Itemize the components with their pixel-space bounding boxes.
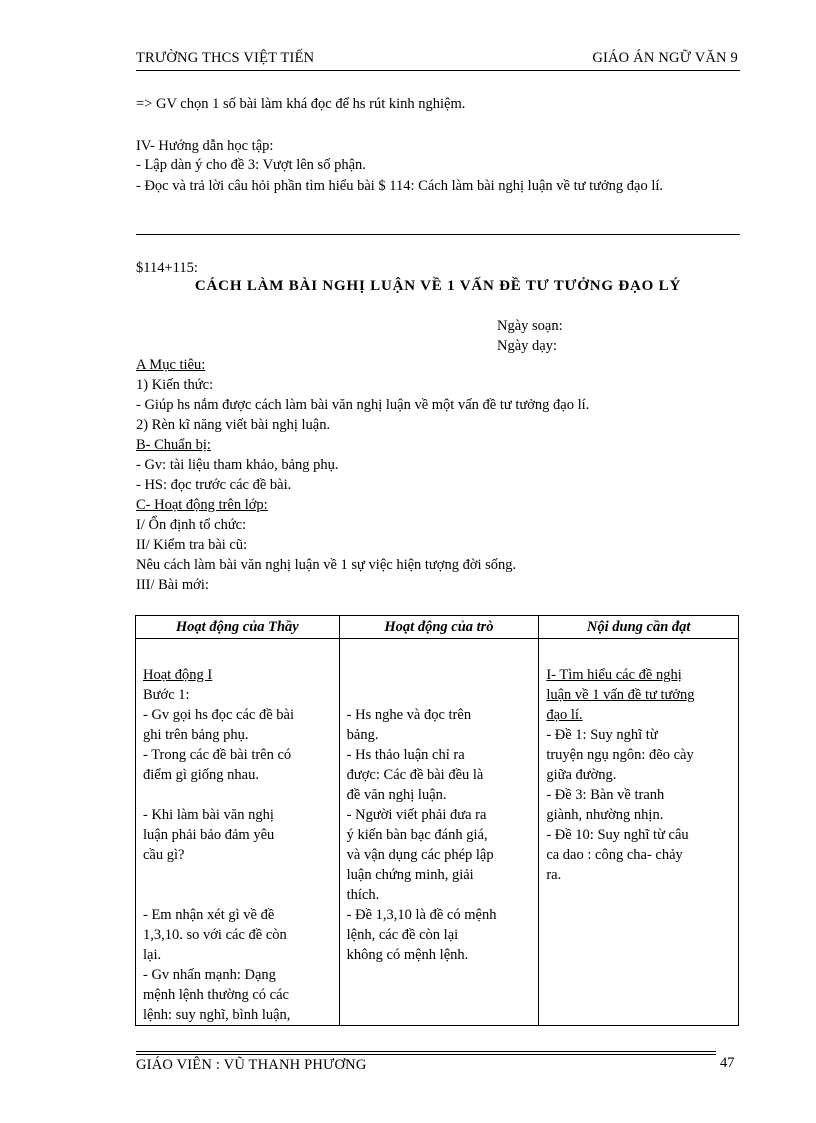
cell-text-line: - Khi làm bài văn nghị bbox=[143, 807, 274, 823]
guide-item-1: - Lập dàn ý cho đề 3: Vượt lên số phận. bbox=[136, 157, 366, 173]
cell-text-line: - Đề 1: Suy nghĩ từ bbox=[546, 727, 658, 743]
teacher-activity-lines bbox=[143, 685, 333, 1025]
page-header bbox=[136, 48, 740, 71]
section-c-2: II/ Kiểm tra bài cũ: bbox=[136, 537, 248, 553]
cell-text-line: ý kiến bàn bạc đánh giá, bbox=[346, 827, 488, 843]
cell-text-line: - Gv gọi hs đọc các đề bài bbox=[143, 707, 294, 723]
cell-text-line: - Đề 10: Suy nghĩ từ câu bbox=[546, 827, 689, 843]
cell-text-line: - Hs nghe và đọc trên bbox=[346, 707, 472, 723]
cell-text-line: cầu gì? bbox=[143, 847, 185, 863]
cell-text-line: và vận dụng các phép lập bbox=[346, 847, 494, 863]
footer-rule-top bbox=[136, 1051, 716, 1052]
cell-text-line: - Em nhận xét gì về đề bbox=[143, 907, 275, 923]
cell-text-line: I- Tìm hiểu các đề nghị bbox=[546, 667, 682, 683]
cell-text-line: Bước 1: bbox=[143, 687, 190, 703]
student-activity-lines bbox=[347, 645, 533, 965]
document-title: GIÁO ÁN NGỮ VĂN 9 bbox=[592, 50, 738, 66]
cell-text-line bbox=[143, 865, 333, 885]
table-row bbox=[136, 639, 739, 1026]
cell-text-line: lệnh: suy nghĩ, bình luận, bbox=[143, 1007, 291, 1023]
lesson-code: $114+115: bbox=[136, 260, 198, 276]
cell-text-line: không có mệnh lệnh. bbox=[346, 947, 469, 963]
cell-text-line: điểm gì giống nhau. bbox=[143, 767, 259, 783]
header-student-activity: Hoạt động của trò bbox=[339, 616, 539, 639]
teacher-activity-cell bbox=[136, 639, 340, 1026]
section-a-1-text: - Giúp hs nắm được cách làm bài văn nghị luận về một vấn đề tư tưởng đạo lí. bbox=[136, 397, 590, 413]
intro-line: => GV chọn 1 số bài làm khá đọc để hs rút kinh nghiệm. bbox=[136, 96, 466, 112]
section-a-2: 2) Rèn kĩ năng viết bài nghị luận. bbox=[136, 417, 331, 433]
student-activity-cell bbox=[339, 639, 539, 1026]
cell-text-line: lại. bbox=[143, 947, 162, 963]
content-heading bbox=[546, 665, 732, 725]
content-cell bbox=[539, 639, 739, 1026]
cell-text-line: đề văn nghị luận. bbox=[346, 787, 447, 803]
cell-text-line: thích. bbox=[346, 887, 380, 903]
cell-text-line: đạo lí. bbox=[546, 707, 583, 723]
cell-text-line bbox=[347, 645, 533, 665]
header-content: Nội dung cần đạt bbox=[539, 616, 739, 639]
cell-text-line: lệnh, các đề còn lại bbox=[346, 927, 459, 943]
cell-text-line bbox=[347, 685, 533, 705]
lesson-title: CÁCH LÀM BÀI NGHỊ LUẬN VỀ 1 VẤN ĐỀ TƯ TƯỞNG ĐẠO LÝ bbox=[194, 278, 682, 294]
footer-teacher: GIÁO VIÊN : VŨ THANH PHƯƠNG bbox=[136, 1057, 367, 1073]
section-c-3: Nêu cách làm bài văn nghị luận về 1 sự việc hiện tượng đời sống. bbox=[136, 557, 517, 573]
cell-text-line: mệnh lệnh thường có các bbox=[143, 987, 289, 1003]
footer-rule-bottom bbox=[136, 1054, 716, 1055]
date-taught: Ngày dạy: bbox=[497, 338, 557, 354]
guide-item-2: - Đọc và trả lời câu hỏi phần tìm hiểu bài $ 114: Cách làm bài nghị luận về tư tưởng đạo lí. bbox=[136, 178, 664, 194]
table-header-row bbox=[136, 616, 739, 639]
cell-text-line: 1,3,10. so với các đề còn bbox=[143, 927, 287, 943]
section-a-heading: A Mục tiêu: bbox=[136, 357, 206, 373]
cell-text-line bbox=[143, 785, 333, 805]
section-a-1: 1) Kiến thức: bbox=[136, 377, 214, 393]
section-b-1: - Gv: tài liệu tham khảo, bảng phụ. bbox=[136, 457, 339, 473]
cell-text-line: bảng. bbox=[346, 727, 379, 743]
header-teacher-activity: Hoạt động của Thầy bbox=[136, 616, 340, 639]
cell-text-line: luận phải bảo đảm yêu bbox=[143, 827, 275, 843]
section-iv-heading: IV- Hướng dẫn học tập: bbox=[136, 138, 274, 154]
cell-text-line bbox=[143, 885, 333, 905]
cell-text-line: - Hs thảo luận chỉ ra bbox=[346, 747, 465, 763]
section-c-4: III/ Bài mới: bbox=[136, 577, 209, 593]
page-number: 47 bbox=[720, 1055, 735, 1071]
lesson-table bbox=[135, 615, 739, 1026]
cell-text-line: giành, nhường nhịn. bbox=[546, 807, 664, 823]
cell-text-line: ca dao : công cha- chảy bbox=[546, 847, 683, 863]
school-name: TRƯỜNG THCS VIỆT TIẾN bbox=[136, 50, 315, 66]
cell-text-line: ghi trên bảng phụ. bbox=[143, 727, 249, 743]
content-lines bbox=[546, 725, 732, 885]
date-prepared: Ngày soạn: bbox=[497, 318, 563, 334]
cell-text-line: ra. bbox=[546, 867, 562, 883]
section-b-2: - HS: đọc trước các đề bài. bbox=[136, 477, 292, 493]
activity-title: Hoạt động I bbox=[143, 667, 213, 683]
cell-text-line: giữa đường. bbox=[546, 767, 617, 783]
section-b-heading: B- Chuẩn bị: bbox=[136, 437, 211, 453]
cell-text-line: - Gv nhấn mạnh: Dạng bbox=[143, 967, 276, 983]
cell-text-line: luận chứng minh, giải bbox=[346, 867, 474, 883]
cell-text-line: luận về 1 vấn đề tư tưởng bbox=[546, 687, 695, 703]
cell-text-line: được: Các đề bài đều là bbox=[346, 767, 484, 783]
cell-text-line: - Trong các đề bài trên có bbox=[143, 747, 292, 763]
cell-text-line: truyện ngụ ngôn: đẽo cày bbox=[546, 747, 694, 763]
section-c-1: I/ Ổn định tổ chức: bbox=[136, 517, 247, 533]
section-c-heading: C- Hoạt động trên lớp: bbox=[136, 497, 268, 513]
cell-text-line bbox=[347, 665, 533, 685]
cell-text-line: - Người viết phải đưa ra bbox=[346, 807, 487, 823]
cell-text-line: - Đề 1,3,10 là đề có mệnh bbox=[346, 907, 497, 923]
cell-text-line: - Đề 3: Bàn về tranh bbox=[546, 787, 665, 803]
section-divider bbox=[136, 234, 740, 235]
